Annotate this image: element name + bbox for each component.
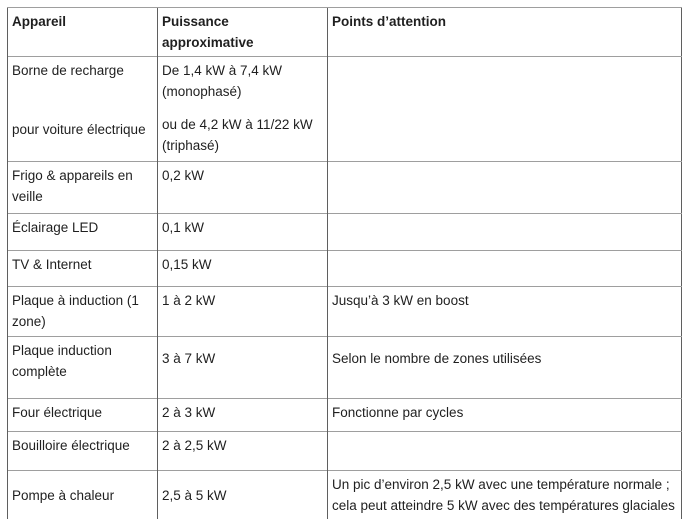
appliance-power-table: [7, 7, 682, 519]
appareil-text-line2: pour voiture électrique: [12, 122, 146, 137]
cell-appareil: Frigo & appareils en veille: [8, 162, 158, 214]
puissance-text-line2: ou de 4,2 kW à 11/22 kW (triphasé): [162, 117, 313, 153]
appareil-text: Borne de recharge: [12, 63, 124, 78]
column-header-points: Points d’attention: [328, 8, 682, 57]
cell-puissance: [158, 57, 328, 162]
puissance-text: De 1,4 kW à 7,4 kW (monophasé): [162, 63, 283, 99]
cell-puissance: 0,2 kW: [158, 162, 328, 214]
table-row-tv-internet: [8, 251, 682, 287]
table-row-plaque-induction-complete: [8, 337, 682, 399]
cell-appareil: [8, 57, 158, 162]
cell-puissance: 3 à 7 kW: [158, 337, 328, 399]
cell-appareil: TV & Internet: [8, 251, 158, 287]
table-row-pompe-a-chaleur: [8, 471, 682, 519]
cell-points: [328, 162, 682, 214]
cell-appareil: Plaque induction complète: [8, 337, 158, 399]
table-row-plaque-induction-1-zone: [8, 287, 682, 337]
cell-appareil: Pompe à chaleur: [8, 471, 158, 519]
cell-points: Jusqu’à 3 kW en boost: [328, 287, 682, 337]
column-header-appareil: Appareil: [8, 8, 158, 57]
cell-points: [328, 251, 682, 287]
cell-puissance: 2 à 3 kW: [158, 399, 328, 432]
table-header-row: [8, 8, 682, 57]
table-row-four-electrique: [8, 399, 682, 432]
column-header-puissance: Puissance approximative: [158, 8, 328, 57]
cell-puissance: 0,15 kW: [158, 251, 328, 287]
cell-puissance: 0,1 kW: [158, 214, 328, 251]
cell-appareil: Plaque à induction (1 zone): [8, 287, 158, 337]
cell-puissance: 1 à 2 kW: [158, 287, 328, 337]
cell-points: Un pic d’environ 2,5 kW avec une température normale ; cela peut atteindre 5 kW avec des températures glaciales: [328, 471, 682, 519]
cell-appareil: Four électrique: [8, 399, 158, 432]
cell-appareil: Bouilloire électrique: [8, 432, 158, 471]
table-row-frigo: [8, 162, 682, 214]
cell-appareil: Éclairage LED: [8, 214, 158, 251]
table-row-bouilloire: [8, 432, 682, 471]
table-row-eclairage-led: [8, 214, 682, 251]
table-row-borne-de-recharge: [8, 57, 682, 162]
cell-points: Fonctionne par cycles: [328, 399, 682, 432]
cell-points: [328, 214, 682, 251]
cell-points: Selon le nombre de zones utilisées: [328, 337, 682, 399]
cell-points: [328, 57, 682, 162]
cell-puissance: 2,5 à 5 kW: [158, 471, 328, 519]
cell-points: [328, 432, 682, 471]
cell-puissance: 2 à 2,5 kW: [158, 432, 328, 471]
